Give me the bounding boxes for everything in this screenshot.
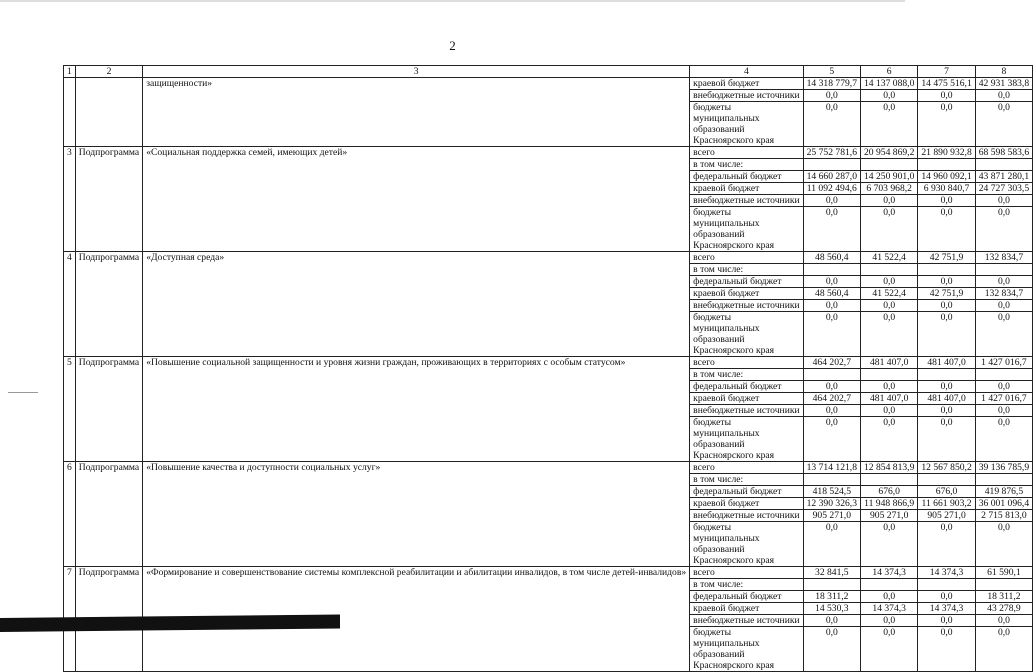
scan-edge [0, 0, 905, 2]
value-cell: 11 092 494,6 [803, 183, 860, 195]
col-header-8: 8 [975, 66, 1032, 78]
value-cell: 14 475 516,1 [918, 78, 975, 90]
value-cell: 18 311,2 [803, 591, 860, 603]
source-label: бюджеты муниципальных образований Красноярского края [690, 207, 803, 252]
subprogram-name: «Повышение качества и доступности социальных услуг» [143, 462, 690, 567]
value-cell [861, 159, 918, 171]
value-cell [918, 159, 975, 171]
value-cell: 0,0 [975, 522, 1032, 567]
source-label: краевой бюджет [690, 288, 803, 300]
value-cell: 32 841,5 [803, 567, 860, 579]
value-cell: 0,0 [803, 627, 860, 672]
source-label: всего [690, 357, 803, 369]
value-cell: 0,0 [803, 615, 860, 627]
value-cell: 0,0 [918, 627, 975, 672]
value-cell: 0,0 [918, 615, 975, 627]
value-cell: 0,0 [975, 312, 1032, 357]
source-label: краевой бюджет [690, 498, 803, 510]
value-cell: 0,0 [918, 381, 975, 393]
value-cell [803, 579, 860, 591]
value-cell: 0,0 [803, 195, 860, 207]
value-cell: 42 751,9 [918, 288, 975, 300]
source-label: в том числе: [690, 159, 803, 171]
table-row [64, 147, 1033, 159]
value-cell [861, 264, 918, 276]
subprogram-name: «Доступная среда» [143, 252, 690, 357]
value-cell: 14 530,3 [803, 603, 860, 615]
value-cell: 1 427 016,7 [975, 393, 1032, 405]
value-cell: 0,0 [861, 405, 918, 417]
value-cell [861, 369, 918, 381]
value-cell [975, 369, 1032, 381]
col-header-5: 5 [803, 66, 860, 78]
value-cell: 0,0 [803, 207, 860, 252]
value-cell: 43 871 280,1 [975, 171, 1032, 183]
value-cell: 0,0 [975, 417, 1032, 462]
value-cell: 0,0 [803, 102, 860, 147]
value-cell: 0,0 [918, 102, 975, 147]
subprogram-type: Подпрограмма [75, 252, 142, 357]
source-label: краевой бюджет [690, 603, 803, 615]
value-cell: 0,0 [803, 90, 860, 102]
value-cell: 0,0 [861, 90, 918, 102]
source-label: всего [690, 462, 803, 474]
value-cell: 0,0 [861, 417, 918, 462]
value-cell: 419 876,5 [975, 486, 1032, 498]
source-label: бюджеты муниципальных образований Красноярского края [690, 627, 803, 672]
value-cell [975, 264, 1032, 276]
source-label: федеральный бюджет [690, 486, 803, 498]
value-cell [803, 159, 860, 171]
source-label: краевой бюджет [690, 393, 803, 405]
value-cell: 14 250 901,0 [861, 171, 918, 183]
value-cell: 0,0 [803, 381, 860, 393]
value-cell: 14 318 779,7 [803, 78, 860, 90]
source-label: в том числе: [690, 474, 803, 486]
value-cell: 0,0 [861, 300, 918, 312]
value-cell: 0,0 [861, 627, 918, 672]
value-cell: 0,0 [918, 300, 975, 312]
subprogram-type: Подпрограмма [75, 357, 142, 462]
value-cell: 14 960 092,1 [918, 171, 975, 183]
value-cell: 0,0 [861, 102, 918, 147]
source-label: федеральный бюджет [690, 381, 803, 393]
subprogram-name: «Повышение социальной защищенности и уровня жизни граждан, проживающих в территориях с особым статусом» [143, 357, 690, 462]
value-cell: 14 374,3 [918, 567, 975, 579]
value-cell [918, 264, 975, 276]
value-cell: 0,0 [975, 627, 1032, 672]
row-number [64, 78, 76, 147]
value-cell [918, 579, 975, 591]
source-label: внебюджетные источники [690, 510, 803, 522]
value-cell: 0,0 [861, 615, 918, 627]
table-row [64, 462, 1033, 474]
value-cell: 0,0 [861, 195, 918, 207]
source-label: внебюджетные источники [690, 615, 803, 627]
value-cell: 24 727 303,5 [975, 183, 1032, 195]
value-cell: 0,0 [975, 381, 1032, 393]
subprogram-type: Подпрограмма [75, 462, 142, 567]
value-cell: 0,0 [918, 276, 975, 288]
value-cell: 0,0 [918, 417, 975, 462]
value-cell: 418 524,5 [803, 486, 860, 498]
value-cell: 14 374,3 [861, 603, 918, 615]
value-cell: 12 567 850,2 [918, 462, 975, 474]
value-cell: 905 271,0 [918, 510, 975, 522]
source-label: федеральный бюджет [690, 276, 803, 288]
budget-table [63, 65, 1033, 672]
col-header-2: 2 [75, 66, 142, 78]
value-cell [803, 474, 860, 486]
table-row [64, 567, 1033, 579]
value-cell: 36 001 096,4 [975, 498, 1032, 510]
source-label: всего [690, 147, 803, 159]
source-label: внебюджетные источники [690, 90, 803, 102]
source-label: краевой бюджет [690, 183, 803, 195]
subprogram-name: защищенности» [143, 78, 690, 147]
value-cell: 0,0 [803, 312, 860, 357]
value-cell: 0,0 [918, 312, 975, 357]
value-cell: 14 137 088,0 [861, 78, 918, 90]
value-cell: 6 703 968,2 [861, 183, 918, 195]
value-cell: 18 311,2 [975, 591, 1032, 603]
value-cell: 0,0 [861, 381, 918, 393]
value-cell: 2 715 813,0 [975, 510, 1032, 522]
value-cell [918, 474, 975, 486]
value-cell: 481 407,0 [918, 357, 975, 369]
value-cell: 14 374,3 [918, 603, 975, 615]
value-cell: 481 407,0 [861, 393, 918, 405]
table-row [64, 252, 1033, 264]
source-label: внебюджетные источники [690, 195, 803, 207]
subprogram-type [75, 78, 142, 147]
value-cell: 43 278,9 [975, 603, 1032, 615]
source-label: бюджеты муниципальных образований Красноярского края [690, 312, 803, 357]
row-number: 3 [64, 147, 76, 252]
col-header-4: 4 [690, 66, 803, 78]
value-cell: 14 374,3 [861, 567, 918, 579]
value-cell: 0,0 [803, 522, 860, 567]
value-cell: 905 271,0 [803, 510, 860, 522]
value-cell: 14 660 287,0 [803, 171, 860, 183]
value-cell [975, 579, 1032, 591]
value-cell: 0,0 [803, 300, 860, 312]
value-cell: 41 522,4 [861, 288, 918, 300]
value-cell: 39 136 785,9 [975, 462, 1032, 474]
value-cell: 12 390 326,3 [803, 498, 860, 510]
value-cell: 464 202,7 [803, 357, 860, 369]
value-cell [861, 474, 918, 486]
value-cell [975, 474, 1032, 486]
subprogram-type: Подпрограмма [75, 567, 142, 672]
value-cell: 481 407,0 [861, 357, 918, 369]
value-cell: 21 890 932,8 [918, 147, 975, 159]
value-cell: 0,0 [918, 522, 975, 567]
source-label: бюджеты муниципальных образований Красноярского края [690, 522, 803, 567]
value-cell: 676,0 [861, 486, 918, 498]
col-header-3: 3 [143, 66, 690, 78]
value-cell: 0,0 [918, 90, 975, 102]
source-label: в том числе: [690, 264, 803, 276]
value-cell: 0,0 [975, 195, 1032, 207]
col-header-6: 6 [861, 66, 918, 78]
value-cell: 1 427 016,7 [975, 357, 1032, 369]
table-row [64, 78, 1033, 90]
source-label: бюджеты муниципальных образований Красноярского края [690, 417, 803, 462]
source-label: краевой бюджет [690, 78, 803, 90]
value-cell: 132 834,7 [975, 288, 1032, 300]
source-label: в том числе: [690, 369, 803, 381]
row-number: 4 [64, 252, 76, 357]
value-cell: 61 590,1 [975, 567, 1032, 579]
value-cell: 0,0 [975, 405, 1032, 417]
value-cell: 0,0 [918, 195, 975, 207]
value-cell: 12 854 813,9 [861, 462, 918, 474]
source-label: федеральный бюджет [690, 171, 803, 183]
value-cell: 905 271,0 [861, 510, 918, 522]
source-label: внебюджетные источники [690, 300, 803, 312]
header-row [64, 66, 1033, 78]
value-cell: 0,0 [861, 276, 918, 288]
value-cell: 464 202,7 [803, 393, 860, 405]
value-cell [861, 579, 918, 591]
value-cell: 68 598 583,6 [975, 147, 1032, 159]
value-cell: 0,0 [975, 90, 1032, 102]
value-cell [803, 264, 860, 276]
value-cell: 0,0 [918, 591, 975, 603]
value-cell [918, 369, 975, 381]
scan-mark [8, 392, 38, 393]
value-cell: 0,0 [975, 276, 1032, 288]
value-cell: 25 752 781,6 [803, 147, 860, 159]
value-cell: 41 522,4 [861, 252, 918, 264]
source-label: в том числе: [690, 579, 803, 591]
value-cell: 42 751,9 [918, 252, 975, 264]
value-cell: 0,0 [861, 207, 918, 252]
value-cell: 0,0 [803, 417, 860, 462]
col-header-7: 7 [918, 66, 975, 78]
value-cell: 0,0 [975, 615, 1032, 627]
source-label: федеральный бюджет [690, 591, 803, 603]
col-header-1: 1 [64, 66, 76, 78]
value-cell: 48 560,4 [803, 252, 860, 264]
value-cell: 11 661 903,2 [918, 498, 975, 510]
value-cell: 0,0 [975, 102, 1032, 147]
value-cell: 42 931 383,8 [975, 78, 1032, 90]
value-cell: 0,0 [918, 207, 975, 252]
value-cell [975, 159, 1032, 171]
row-number: 5 [64, 357, 76, 462]
value-cell: 0,0 [861, 312, 918, 357]
value-cell: 0,0 [803, 405, 860, 417]
subprogram-name: «Социальная поддержка семей, имеющих детей» [143, 147, 690, 252]
value-cell: 481 407,0 [918, 393, 975, 405]
value-cell: 20 954 869,2 [861, 147, 918, 159]
table-row [64, 357, 1033, 369]
subprogram-type: Подпрограмма [75, 147, 142, 252]
subprogram-name: «Формирование и совершенствование системы комплексной реабилитации и абилитации инвалидов, в том числе детей-инвалидов» [143, 567, 690, 672]
row-number: 6 [64, 462, 76, 567]
source-label: всего [690, 567, 803, 579]
source-label: всего [690, 252, 803, 264]
value-cell: 0,0 [861, 522, 918, 567]
value-cell: 0,0 [918, 405, 975, 417]
value-cell: 0,0 [803, 276, 860, 288]
value-cell: 13 714 121,8 [803, 462, 860, 474]
value-cell: 48 560,4 [803, 288, 860, 300]
value-cell: 0,0 [975, 300, 1032, 312]
source-label: внебюджетные источники [690, 405, 803, 417]
value-cell: 676,0 [918, 486, 975, 498]
value-cell [803, 369, 860, 381]
value-cell: 6 930 840,7 [918, 183, 975, 195]
row-number: 7 [64, 567, 76, 672]
value-cell: 132 834,7 [975, 252, 1032, 264]
value-cell: 0,0 [861, 591, 918, 603]
source-label: бюджеты муниципальных образований Красноярского края [690, 102, 803, 147]
value-cell: 11 948 866,9 [861, 498, 918, 510]
value-cell: 0,0 [975, 207, 1032, 252]
page-number: 2 [449, 38, 456, 53]
